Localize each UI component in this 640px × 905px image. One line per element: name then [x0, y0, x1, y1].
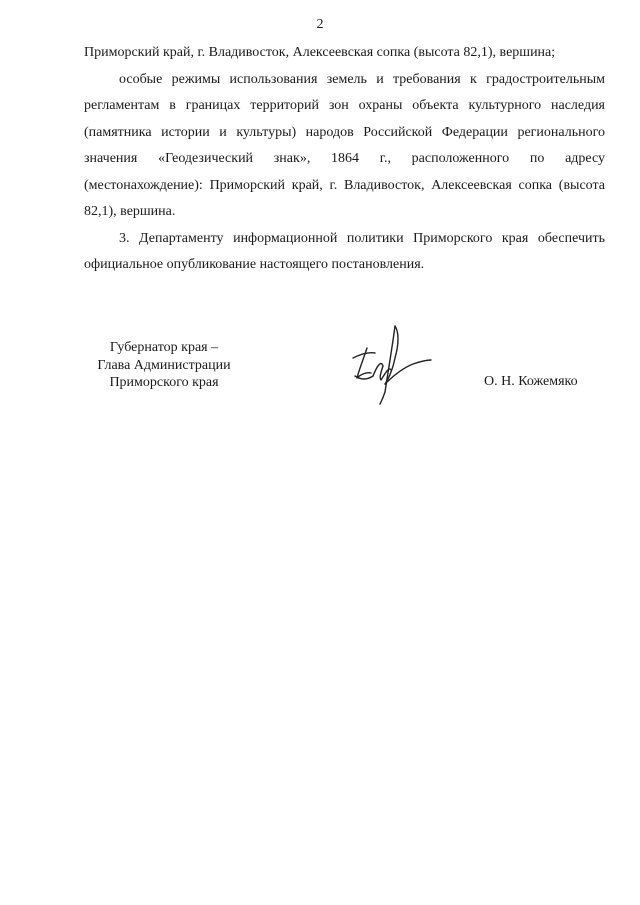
- paragraph-publication-order: 3. Департаменту информационной политики Приморского края обеспечить официальное опубликование настоящего постановления.: [84, 230, 605, 272]
- signatory-title-line: Глава Администрации: [97, 357, 231, 373]
- signatory-title-line: Приморского края: [109, 375, 219, 390]
- document-body: [84, 40, 605, 279]
- paragraph-special-regimes: особые режимы использования земель и требования к градостроительным регламентам в границах территорий зон охраны объекта культурного наследия (памятника истории и культуры) народов Российской Федерации регионального значения «Геодезический знак», 1864 г., расположенного по адресу (местонахождение): Приморский край, г. Владивосток, Алексеевская сопка (высота 82,1), вершина.: [84, 71, 605, 219]
- paragraph-address-continuation: Приморский край, г. Владивосток, Алексеевская сопка (высота 82,1), вершина;: [84, 45, 556, 60]
- signatory-name: О. Н. Кожемяко: [484, 374, 578, 389]
- page-number: 2: [316, 17, 324, 32]
- signatory-title-line: Губернатор края –: [109, 340, 219, 355]
- signatory-title: [84, 339, 244, 392]
- handwritten-signature: [345, 318, 435, 408]
